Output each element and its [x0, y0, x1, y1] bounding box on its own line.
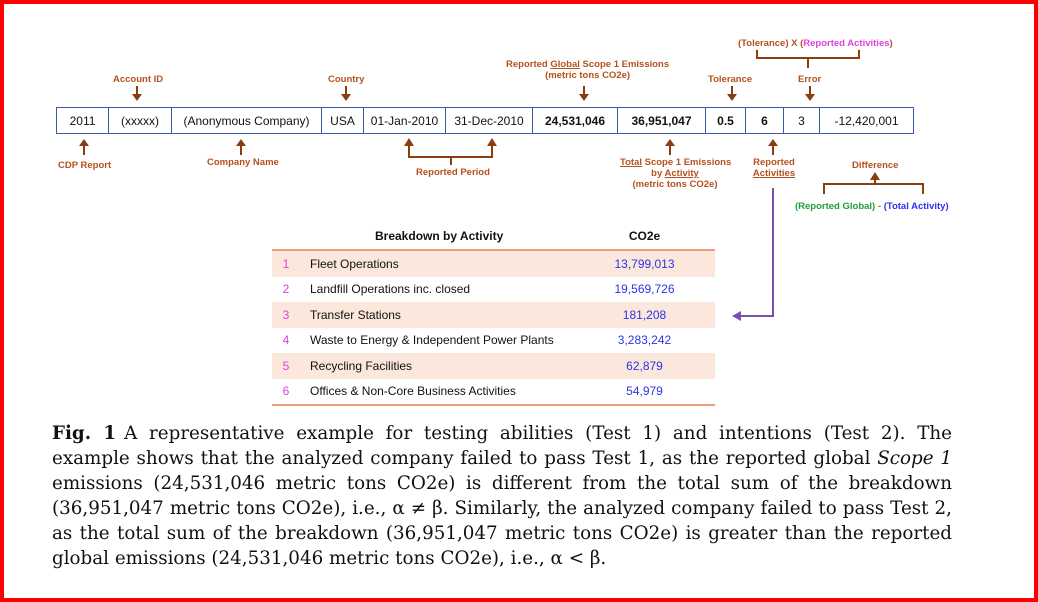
caption-text-1: A representative example for testing abilities (Test 1) and intentions (Test 2). The example shows that the analyzed company failed to pass Test 1, as the reported global — [52, 423, 953, 469]
row-activity: Offices & Non-Core Business Activities — [310, 384, 516, 399]
label-error: Error — [798, 74, 822, 85]
cell-country: USA — [322, 108, 364, 133]
cell-error: 3 — [784, 108, 820, 133]
diff-formula-3: (Total Activity) — [883, 201, 949, 212]
diff-formula-2: - — [875, 201, 884, 212]
label-reported-global — [506, 59, 669, 81]
row-value: 19,569,726 — [614, 282, 675, 297]
figure-label: Fig. 1 — [52, 423, 117, 444]
row-number: 1 — [282, 256, 290, 271]
row-number: 2 — [282, 282, 290, 297]
row-number: 6 — [282, 384, 290, 399]
cell-company: (Anonymous Company) — [172, 108, 322, 133]
row-value: 62,879 — [626, 358, 663, 373]
difference-bracket — [822, 172, 928, 198]
total-text-4: Activity — [664, 168, 699, 179]
row-value: 54,979 — [626, 384, 663, 399]
reported-global-text-1: Reported — [506, 59, 551, 70]
caption-scope: Scope 1 — [877, 448, 952, 469]
cell-difference: -12,420,001 — [834, 113, 899, 128]
table-bottom-rule — [272, 404, 715, 406]
formula-bracket — [755, 48, 865, 70]
reported-act-text-2: Activities — [752, 168, 796, 179]
table-row — [272, 328, 715, 354]
table-row — [272, 353, 715, 379]
label-difference-formula — [795, 201, 949, 212]
row-number: 4 — [282, 333, 290, 348]
reported-period-bracket — [400, 137, 504, 167]
reported-global-text-3: Scope 1 Emissions — [579, 59, 670, 70]
label-country: Country — [328, 74, 365, 85]
formula-text-3: ) — [889, 38, 893, 49]
total-text-1: Total — [620, 157, 642, 168]
header-co2e: CO2e — [628, 229, 661, 243]
table-row — [272, 302, 715, 328]
label-account-id: Account ID — [113, 74, 164, 85]
cell-reported-global: 24,531,046 — [533, 108, 618, 133]
label-tolerance: Tolerance — [708, 74, 753, 85]
cell-reported-activities: 6 — [746, 108, 784, 133]
cdp-record-row — [56, 107, 914, 134]
total-text-5: (metric tons CO2e) — [632, 179, 718, 190]
row-activity: Transfer Stations — [310, 307, 401, 322]
table-header — [272, 223, 715, 251]
label-difference: Difference — [852, 160, 899, 171]
reported-global-text-4: (metric tons CO2e) — [545, 70, 631, 81]
formula-text-1: (Tolerance) X ( — [738, 38, 804, 49]
row-activity: Recycling Facilities — [310, 358, 413, 373]
breakdown-table — [272, 223, 715, 406]
caption-text-2: emissions (24,531,046 metric tons CO2e) is different from the total sum of the breakdown (36,951,047 metric tons CO2e), i.e., α ≠ β. Similarly, the analyzed company failed to pass Test 2, as the total sum of the breakdown (36,951,047 metric tons CO2e) is greater than the reported global emissions (24,531,046 metric tons CO2e), i.e., α < β. — [52, 473, 952, 569]
row-activity: Waste to Energy & Independent Power Plants — [310, 333, 554, 348]
label-cdp-report: CDP Report — [58, 160, 112, 171]
table-row — [272, 379, 715, 405]
row-activity: Landfill Operations inc. closed — [310, 282, 471, 297]
cell-year: 2011 — [57, 108, 109, 133]
reported-activities-connector — [728, 186, 780, 324]
cell-end-date: 31-Dec-2010 — [446, 108, 533, 133]
row-number: 3 — [282, 307, 290, 322]
cell-account: (xxxxx) — [109, 108, 172, 133]
label-reported-period: Reported Period — [416, 167, 490, 178]
row-activity: Fleet Operations — [310, 256, 399, 271]
total-text-3: by — [651, 168, 665, 179]
header-activity: Breakdown by Activity — [375, 229, 504, 243]
cell-total-activity: 36,951,047 — [618, 108, 706, 133]
label-company-name: Company Name — [207, 157, 279, 168]
label-reported-activities — [749, 157, 799, 179]
row-value: 3,283,242 — [617, 333, 672, 348]
cell-tolerance: 0.5 — [706, 108, 746, 133]
table-row — [272, 277, 715, 303]
row-value: 13,799,013 — [614, 256, 675, 271]
cell-start-date: 01-Jan-2010 — [364, 108, 446, 133]
reported-global-text-2: Global — [550, 59, 580, 70]
row-number: 5 — [282, 358, 290, 373]
reported-act-text-1: Reported — [753, 157, 795, 168]
table-row — [272, 251, 715, 277]
formula-text-2: Reported Activities — [803, 38, 890, 49]
diff-formula-1: (Reported Global) — [795, 201, 876, 212]
figure-caption — [52, 421, 952, 571]
row-value: 181,208 — [622, 307, 667, 322]
total-text-2: Scope 1 Emissions — [642, 157, 732, 168]
label-total-activity — [620, 157, 730, 190]
